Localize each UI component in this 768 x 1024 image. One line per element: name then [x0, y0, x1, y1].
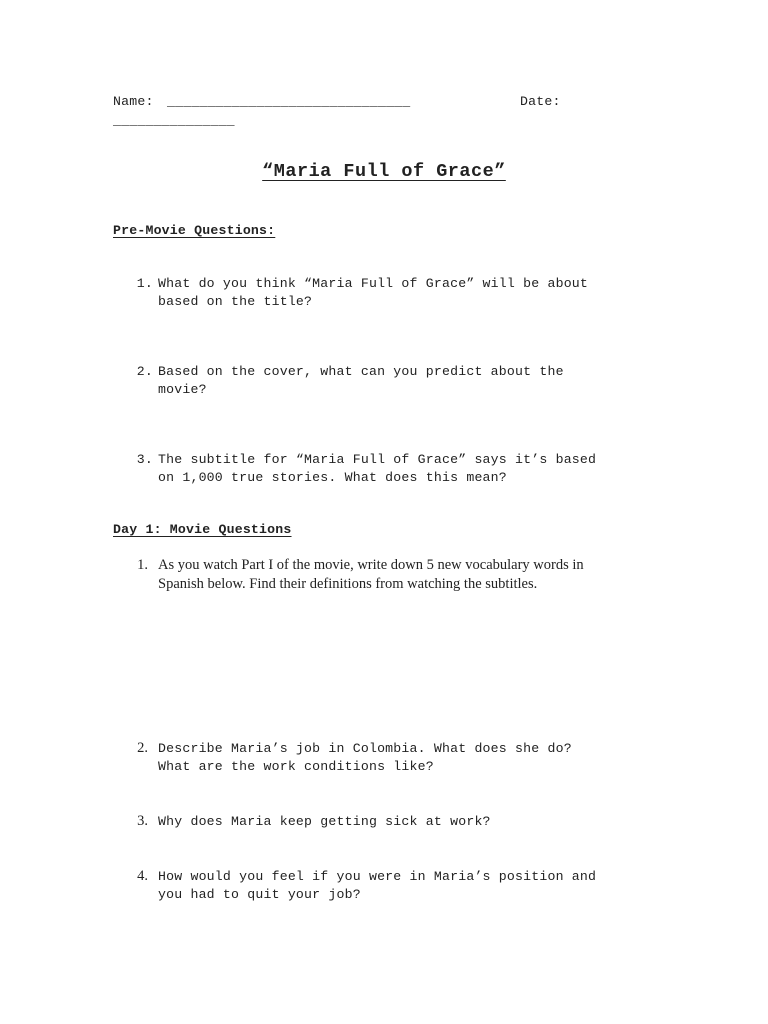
- question-text-line: The subtitle for “Maria Full of Grace” says it’s based: [158, 452, 597, 467]
- question-text-line: How would you feel if you were in Maria’s position and: [158, 869, 597, 884]
- question-text-line: Spanish below. Find their definitions from watching the subtitles.: [158, 576, 538, 592]
- date-label: Date:: [520, 94, 561, 109]
- question-text-line: based on the title?: [158, 294, 313, 309]
- name-blank[interactable]: ______________________________: [167, 94, 411, 109]
- question-number: 2.: [136, 364, 153, 379]
- question-text-line: What are the work conditions like?: [158, 759, 434, 774]
- page-title: “Maria Full of Grace”: [262, 161, 506, 182]
- question-number: 1.: [137, 557, 148, 573]
- question-text-line: Describe Maria’s job in Colombia. What does she do?: [158, 741, 572, 756]
- question-text-line: Based on the cover, what can you predict about the: [158, 364, 564, 379]
- date-blank[interactable]: _______________: [113, 113, 235, 128]
- pre-movie-heading: Pre-Movie Questions:: [113, 223, 276, 238]
- question-text-line: As you watch Part I of the movie, write down 5 new vocabulary words in: [158, 557, 584, 573]
- question-text-line: What do you think “Maria Full of Grace” will be about: [158, 276, 589, 291]
- question-number: 3.: [137, 813, 148, 829]
- question-text-line: you had to quit your job?: [158, 887, 361, 902]
- question-text-line: movie?: [158, 382, 207, 397]
- question-number: 3.: [136, 452, 153, 467]
- question-number: 1.: [136, 276, 153, 291]
- question-text-line: on 1,000 true stories. What does this mean?: [158, 470, 507, 485]
- question-number: 4.: [137, 868, 148, 884]
- day1-heading: Day 1: Movie Questions: [113, 522, 292, 537]
- question-number: 2.: [137, 740, 148, 756]
- name-label: Name:: [113, 94, 154, 109]
- question-text-line: Why does Maria keep getting sick at work?: [158, 814, 491, 829]
